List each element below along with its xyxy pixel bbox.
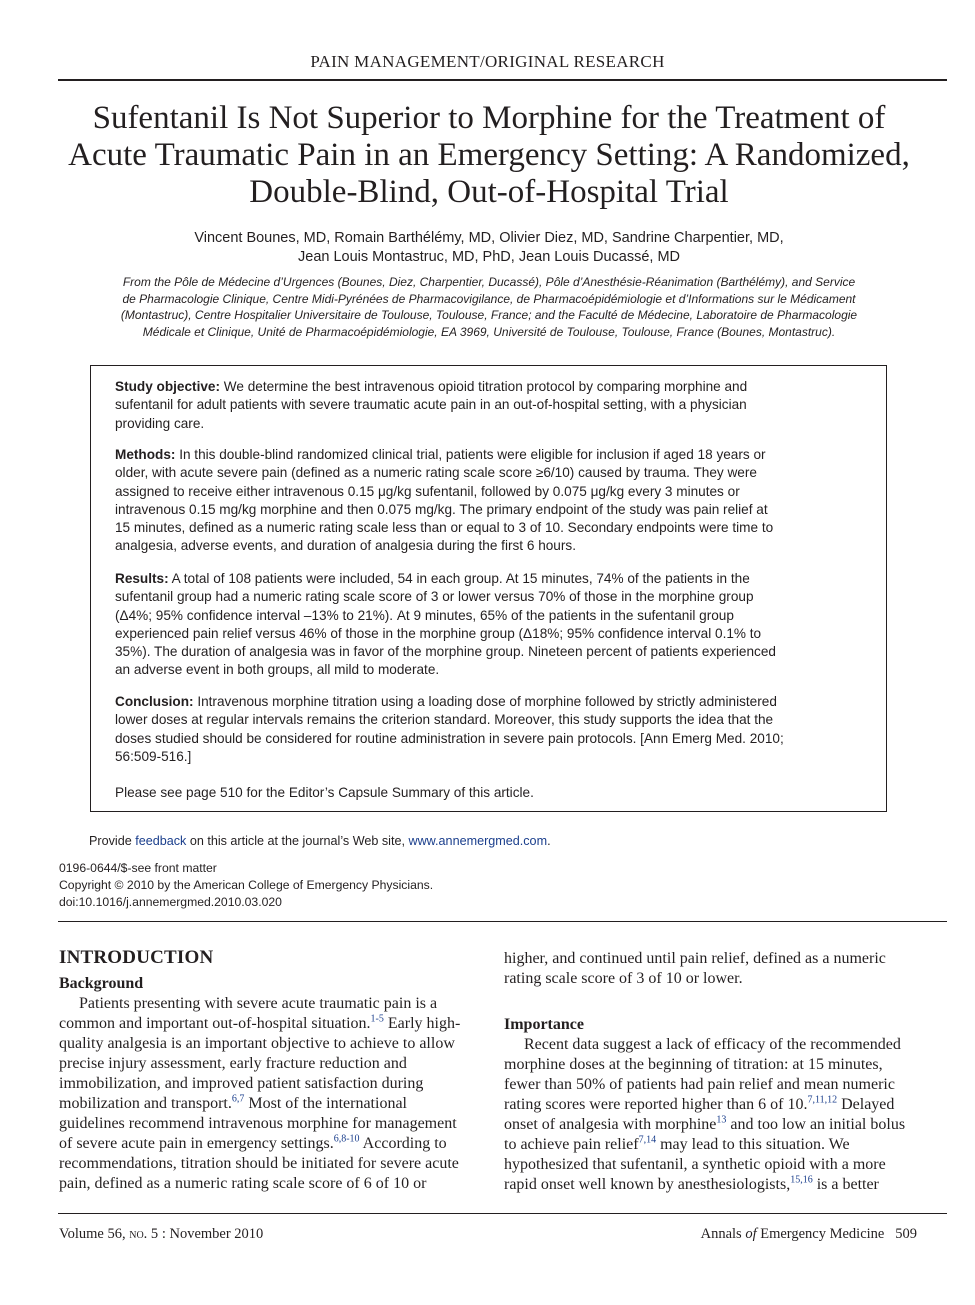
abstract-conclusion: [115, 693, 863, 766]
author-line: Jean Louis Montastruc, MD, PhD, Jean Louis Ducassé, MD: [298, 249, 680, 265]
footer-sep: :: [158, 1226, 170, 1242]
body-line: of severe acute pain in emergency settings.$^{6,8-10}$ According to: [59, 1133, 447, 1152]
body-line: Patients presenting with severe acute traumatic pain is a: [79, 995, 438, 1012]
body-line: quality analgesia is an important objective to achieve to allow: [59, 1035, 455, 1052]
footer-volume-info: [59, 1226, 263, 1243]
body-line: fewer than 50% of patients had pain relief and mean numeric: [504, 1076, 895, 1093]
body-line: mobilization and transport.$^{6,7}$ Most of the international: [59, 1093, 407, 1112]
footer-journal-info: [701, 1226, 917, 1243]
body-line: pain, defined as a numeric rating scale score of 6 of 10 or: [59, 1175, 427, 1192]
affiliation-line: Médicale et Clinique, Unité de Pharmacoépidémiologie, EA 3969, Université de Toulouse, Toulouse, France (Bounes, Montastruc).: [142, 325, 836, 340]
affiliation-line: de Pharmacologie Clinique, Centre Midi-Pyrénées de Pharmacovigilance, de Pharmacoépidémiologie et d’Informations sur le Médicament: [122, 291, 856, 306]
results-text: (Δ4%; 95% confidence interval –13% to 21%). At 9 minutes, 65% of the patients in the sufentanil group: [115, 607, 734, 623]
feedback-line: [89, 834, 551, 848]
results-text: sufentanil group had a numeric rating scale score of 3 or lower versus 70% of those in the morphine group: [115, 589, 754, 605]
title-line: Sufentanil Is Not Superior to Morphine for the Treatment of: [92, 100, 886, 136]
issn-line: 0196-0644/$-see front matter: [59, 861, 217, 875]
methods-text: intravenous 0.15 mg/kg morphine and then 0.075 mg/kg. The primary endpoint of the study was pain relief at: [115, 501, 768, 517]
results-text: an adverse event in both groups, all mild to moderate.: [115, 662, 440, 678]
citation[interactable]: 6,7: [231, 1093, 245, 1105]
conclusion-text: doses studied should be considered for routine administration in severe pain protocols. [Ann Emerg Med. 2010;: [115, 730, 784, 746]
body-line: rating scale score of 3 of 10 or lower.: [504, 970, 743, 987]
methods-text: assigned to receive either intravenous 0.15 μg/kg sufentanil, followed by 0.075 μg/kg every 3 minutes or: [115, 483, 740, 499]
body-line: rapid onset well known by anesthesiologists,$^{15,16}$ is a better: [504, 1174, 879, 1193]
affiliation-line: From the Pôle de Médecine d’Urgences (Bounes, Diez, Charpentier, Ducassé), Pôle d’Anesthésie-Réanimation (Barthélémy), and Service: [122, 275, 856, 289]
author-list: [100, 229, 878, 267]
title-line: Acute Traumatic Pain in an Emergency Setting: A Randomized,: [68, 137, 910, 173]
body-line: morphine doses at the beginning of titration: at 15 minutes,: [504, 1056, 883, 1073]
article-title: [58, 100, 920, 211]
objective-label: Study objective:: [115, 379, 220, 394]
feedback-prefix: Provide: [89, 834, 136, 848]
journal-website-link[interactable]: www.annemergmed.com: [408, 834, 548, 848]
footer-rule: [58, 1213, 947, 1214]
background-heading: Background: [59, 975, 144, 992]
footer-date: November 2010: [169, 1226, 264, 1242]
right-column: [504, 949, 924, 1195]
body-line: Recent data suggest a lack of efficacy of the recommended: [524, 1036, 901, 1053]
methods-text: analgesia, adverse events, and duration of analgesia during the first 6 hours.: [115, 538, 576, 554]
objective-text: providing care.: [115, 415, 205, 431]
header-rule: [58, 79, 947, 81]
capsule-note: Please see page 510 for the Editor’s Capsule Summary of this article.: [115, 785, 534, 800]
footer-issue: no. 5: [129, 1226, 159, 1242]
feedback-link[interactable]: feedback: [135, 834, 187, 848]
citation[interactable]: 7,14: [638, 1134, 657, 1146]
body-line: onset of analgesia with morphine$^{13}$ and too low an initial bolus: [504, 1114, 906, 1133]
copyright-line: Copyright © 2010 by the American College of Emergency Physicians.: [59, 878, 434, 892]
footer-volume: Volume 56,: [59, 1226, 126, 1242]
abstract-methods: [115, 446, 863, 556]
body-divider: [58, 921, 947, 922]
footer-journal: Annals of Emergency Medicine: [700, 1226, 885, 1242]
conclusion-label: Conclusion:: [115, 694, 194, 709]
introduction-heading: INTRODUCTION: [59, 947, 214, 968]
citation[interactable]: 1-5: [370, 1013, 384, 1025]
title-line: Double-Blind, Out-of-Hospital Trial: [249, 174, 729, 210]
methods-text: older, with acute severe pain (defined as a numeric rating scale score ≥6/10) caused by trauma. They were: [115, 465, 757, 481]
affiliations: [80, 274, 898, 341]
objective-text: sufentanil for adult patients with severe traumatic acute pain in an out-of-hospital setting, with a physician: [115, 397, 747, 413]
results-text: A total of 108 patients were included, 54 in each group. At 15 minutes, 74% of the patients in the: [168, 571, 750, 586]
author-line: Vincent Bounes, MD, Romain Barthélémy, MD, Olivier Diez, MD, Sandrine Charpentier, MD,: [194, 230, 784, 246]
body-line: to achieve pain relief$^{7,14}$ may lead to this situation. We: [504, 1134, 850, 1153]
objective-text: We determine the best intravenous opioid titration protocol by comparing morphine and: [220, 379, 748, 394]
results-label: Results:: [115, 571, 169, 586]
body-line: higher, and continued until pain relief, defined as a numeric: [504, 950, 886, 967]
methods-label: Methods:: [115, 447, 176, 462]
left-column: [59, 948, 469, 1194]
affiliation-line: (Montastruc), Centre Hospitalier Universitaire de Toulouse, Toulouse, France; and the Faculté de Médecine, Laboratoire de Pharmacologie: [120, 308, 858, 323]
section-label: PAIN MANAGEMENT/ORIGINAL RESEARCH: [310, 52, 665, 71]
front-matter: [59, 860, 433, 911]
body-line: common and important out-of-hospital situation.$^{1-5}$ Early high-: [59, 1013, 461, 1032]
methods-text: In this double-blind randomized clinical trial, patients were eligible for inclusion if aged 18 years or: [175, 447, 766, 462]
body-line: immobilization, and improved patient satisfaction during: [59, 1075, 424, 1092]
conclusion-text: 56:509-516.]: [115, 748, 192, 764]
results-text: experienced pain relief versus 46% of those in the morphine group (Δ18%; 95% confidence interval 0.1% to: [115, 625, 762, 641]
conclusion-text: Intravenous morphine titration using a loading dose of morphine followed by strictly administered: [193, 694, 777, 709]
citation[interactable]: 15,16: [790, 1174, 813, 1186]
body-line: guidelines recommend intravenous morphine for management: [59, 1115, 457, 1132]
body-line: precise injury assessment, early fracture reduction and: [59, 1055, 407, 1072]
page-number: 509: [895, 1226, 917, 1242]
abstract-objective: [115, 378, 863, 433]
methods-text: 15 minutes, defined as a numeric rating scale less than or equal to 3 of 10. Secondary endpoints were time to: [115, 520, 774, 536]
results-text: 35%). The duration of analgesia was in favor of the morphine group. Nineteen percent of patients experienced: [115, 644, 776, 660]
citation[interactable]: 7,11,12: [807, 1094, 838, 1106]
feedback-middle: on this article at the journal’s Web site,: [186, 834, 409, 848]
citation[interactable]: 13: [716, 1114, 727, 1126]
importance-heading: Importance: [504, 1016, 584, 1033]
abstract-results: [115, 570, 863, 680]
feedback-suffix: .: [547, 834, 551, 848]
body-line: hypothesized that sufentanil, a synthetic opioid with a more: [504, 1156, 886, 1173]
body-line: recommendations, titration should be initiated for severe acute: [59, 1155, 459, 1172]
body-line: rating scores were reported higher than 6 of 10.$^{7,11,12}$ Delayed: [504, 1094, 895, 1113]
conclusion-text: lower doses at regular intervals remains the criterion standard. Moreover, this study supports the idea that the: [115, 712, 774, 728]
citation[interactable]: 6,8-10: [333, 1133, 360, 1145]
doi-line: doi:10.1016/j.annemergmed.2010.03.020: [59, 895, 282, 909]
